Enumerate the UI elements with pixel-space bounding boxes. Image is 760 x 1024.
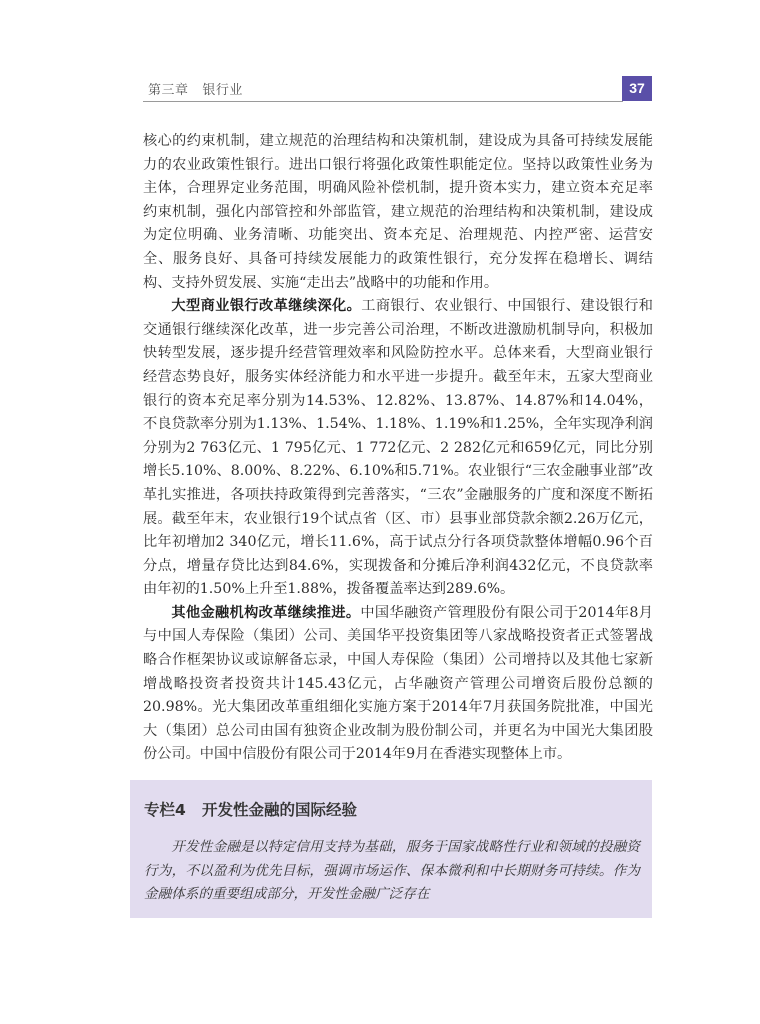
header-rule: [143, 101, 623, 102]
paragraph-large-commercial-banks: [143, 295, 653, 602]
page-number-badge: 37: [622, 76, 652, 101]
feature-box-body: 开发性金融是以特定信用支持为基础，服务于国家战略性行业和领域的投融资行为，不以盈利为优先目标，强调市场运作、保本微利和中长期财务可持续。作为金融体系的重要组成部分，开发性金融广泛存在: [144, 839, 640, 902]
chapter-title: 银行业: [202, 83, 243, 98]
feature-box-heading: 开发性金融的国际经验: [202, 801, 358, 819]
paragraph-lead-heading: 大型商业银行改革继续深化。: [171, 298, 362, 315]
chapter-number: 第三章: [148, 83, 189, 98]
paragraph-other-institutions: [143, 602, 653, 767]
running-header: [143, 76, 652, 100]
main-body: [143, 130, 653, 767]
feature-box: [130, 780, 652, 918]
paragraph-lead-heading: 其他金融机构改革继续推进。: [171, 604, 361, 621]
chapter-heading: [148, 79, 243, 98]
paragraph-text: 工商银行、农业银行、中国银行、建设银行和交通银行继续深化改革，进一步完善公司治理，不断改进激励机制导向，积极加快转型发展，逐步提升经营管理效率和风险防控水平。总体来看，大型商业银行经营态势良好，服务实体经济能力和水平进一步提升。截至年末，五家大型商业银行的资本充足率分别为14.53%、12.82%、13.87%、14.87%和14.04%，不良贷款率分别为1.13%、1.54%、1.18%、1.19%和1.25%，全年实现净利润分别为2 763亿元、1 795亿元、1 772亿元、2 282亿元和659亿元，同比分别增长5.10%、8.00%、8.22%、6.10%和5.71%。农业银行“三农金融事业部”改革扎实推进，各项扶持政策得到完善落实，“三农”金融服务的广度和深度不断拓展。截至年末，农业银行19个试点省（区、市）县事业部贷款余额2.26万亿元，比年初增加2 340亿元，增长11.6%，高于试点分行各项贷款整体增幅0.96个百分点，增量存贷比达到84.6%，实现拨备和分摊后净利润432亿元，不良贷款率由年初的1.50%上升至1.88%，拨备覆盖率达到289.6%。: [143, 298, 653, 598]
paragraph-policy-banks: 核心的约束机制，建立规范的治理结构和决策机制，建设成为具备可持续发展能力的农业政策性银行。进出口银行将强化政策性职能定位。坚持以政策性业务为主体，合理界定业务范围，明确风险补偿机制，提升资本实力，建立资本充足率约束机制，强化内部管控和外部监管，建立规范的治理结构和决策机制，建设成为定位明确、业务清晰、功能突出、资本充足、治理规范、内控严密、运营安全、服务良好、具备可持续发展能力的政策性银行，充分发挥在稳增长、调结构、支持外贸发展、实施“走出去”战略中的功能和作用。: [143, 133, 653, 291]
paragraph-text: 中国华融资产管理股份有限公司于2014年8月与中国人寿保险（集团）公司、美国华平投资集团等八家战略投资者正式签署战略合作框架协议或谅解备忘录，中国人寿保险（集团）公司增持以及其他七家新增战略投资者投资共计145.43亿元，占华融资产管理公司增资后股份总额的20.98%。光大集团改革重组细化实施方案于2014年7月获国务院批准，中国光大（集团）总公司由国有独资企业改制为股份制公司，并更名为中国光大集团股份公司。中国中信股份有限公司于2014年9月在香港实现整体上市。: [143, 604, 653, 763]
feature-box-label: 专栏4: [144, 801, 186, 819]
feature-box-title: [144, 798, 357, 820]
